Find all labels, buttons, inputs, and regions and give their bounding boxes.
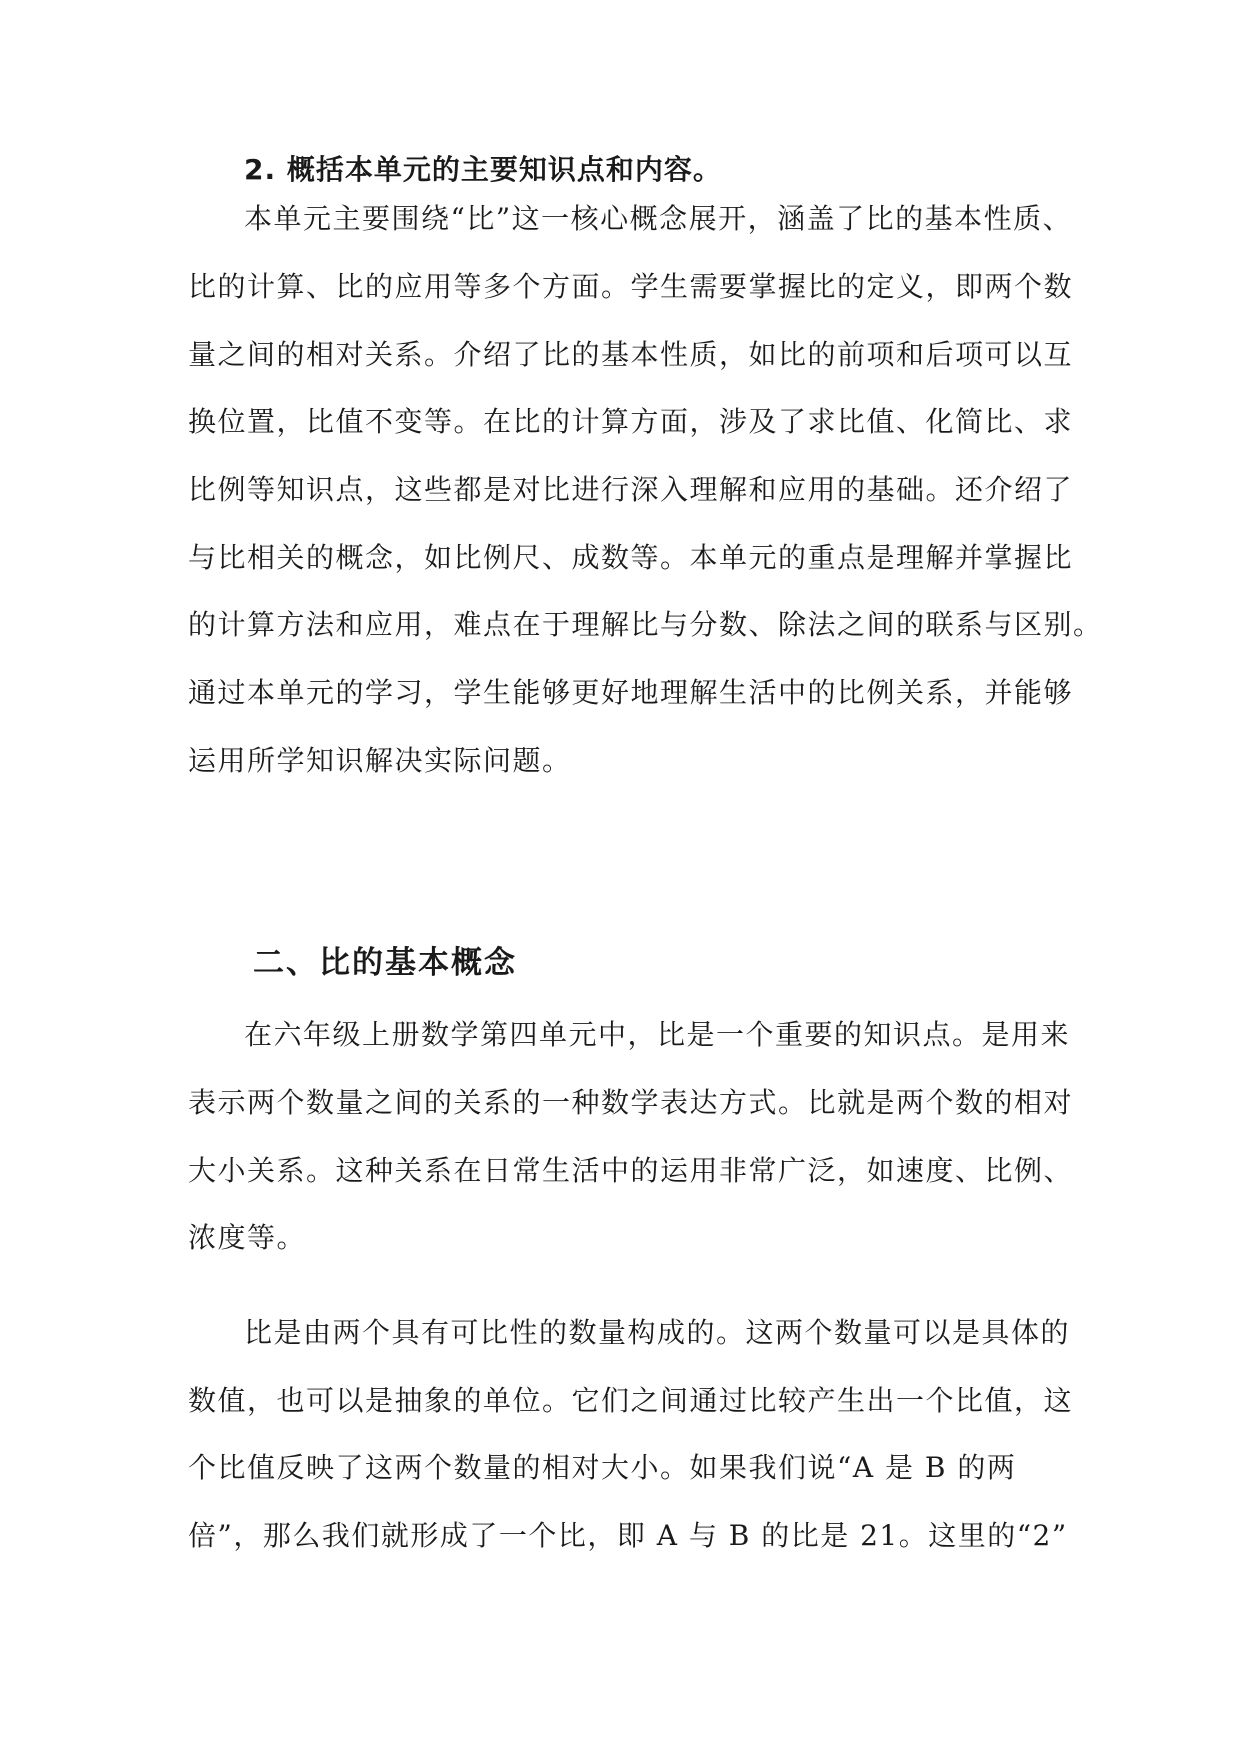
paragraph3-line: 个比值反映了这两个数量的相对大小。如果我们说“A 是 B 的两 — [188, 1451, 1017, 1484]
subheading: 2. 概括本单元的主要知识点和内容。 — [244, 153, 722, 186]
paragraph1-line: 的计算方法和应用，难点在于理解比与分数、除法之间的联系与区别。 — [188, 608, 1103, 641]
paragraph2-line: 大小关系。这种关系在日常生活中的运用非常广泛，如速度、比例、 — [188, 1154, 1074, 1187]
paragraph1-line: 比的计算、比的应用等多个方面。学生需要掌握比的定义，即两个数 — [188, 270, 1074, 303]
paragraph2-line: 在六年级上册数学第四单元中，比是一个重要的知识点。是用来 — [244, 1018, 1071, 1051]
paragraph1-line: 量之间的相对关系。介绍了比的基本性质，如比的前项和后项可以互 — [188, 338, 1074, 371]
paragraph1-line: 比例等知识点，这些都是对比进行深入理解和应用的基础。还介绍了 — [188, 473, 1074, 506]
paragraph1-line: 运用所学知识解决实际问题。 — [188, 744, 572, 777]
paragraph3-line: 倍”，那么我们就形成了一个比，即 A 与 B 的比是 21。这里的“2” — [188, 1519, 1068, 1552]
paragraph3-line: 数值，也可以是抽象的单位。它们之间通过比较产生出一个比值，这 — [188, 1384, 1074, 1417]
paragraph2-line: 浓度等。 — [188, 1221, 307, 1254]
paragraph1-line: 换位置，比值不变等。在比的计算方面，涉及了求比值、化简比、求 — [188, 405, 1074, 438]
paragraph1-line: 通过本单元的学习，学生能够更好地理解生活中的比例关系，并能够 — [188, 676, 1074, 709]
paragraph1-line: 与比相关的概念，如比例尺、成数等。本单元的重点是理解并掌握比 — [188, 541, 1074, 574]
paragraph1-line: 本单元主要围绕“比”这一核心概念展开，涵盖了比的基本性质、 — [244, 202, 1073, 235]
paragraph3-line: 比是由两个具有可比性的数量构成的。这两个数量可以是具体的 — [244, 1316, 1071, 1349]
section-heading: 二、比的基本概念 — [253, 945, 517, 981]
paragraph2-line: 表示两个数量之间的关系的一种数学表达方式。比就是两个数的相对 — [188, 1086, 1074, 1119]
